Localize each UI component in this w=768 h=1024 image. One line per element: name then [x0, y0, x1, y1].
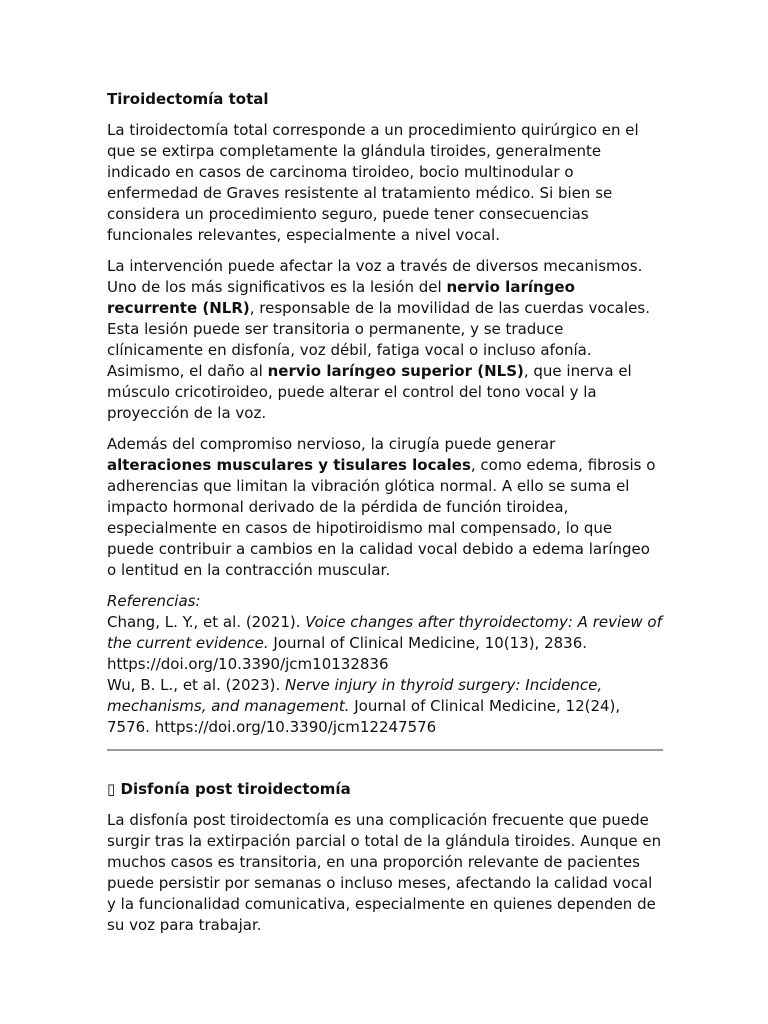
- missing-glyph-icon: ▯: [107, 780, 116, 798]
- reference-item: Chang, L. Y., et al. (2021). Voice changes after thyroidectomy: A review of the current evidence. Journal of Clinical Medicine, 10(13), 2836. https://doi.org/10.3390/jcm10132836: [107, 613, 662, 673]
- reference-item: Wu, B. L., et al. (2023). Nerve injury in thyroid surgery: Incidence, mechanisms, and management. Journal of Clinical Medicine, 12(24), 7576. https://doi.org/10.3390/jcm12247576: [107, 676, 621, 736]
- bold-term: alteraciones musculares y tisulares locales: [107, 456, 471, 474]
- references: [107, 591, 663, 738]
- section-title: ▯ Disfonía post tiroidectomía: [107, 780, 351, 798]
- paragraph: Además del compromiso nervioso, la cirugía puede generar alteraciones musculares y tisulares locales, como edema, fibrosis o adherencias que limitan la vibración glótica normal. A ello se suma el impacto hormonal derivado de la pérdida de función tiroidea, especialmente en casos de hipotiroidismo mal compensado, lo que puede contribuir a cambios en la calidad vocal debido a edema laríngeo o lentitud en la contracción muscular.: [107, 435, 656, 579]
- bold-term: nervio laríngeo recurrente (NLR): [107, 278, 575, 317]
- paragraph: La intervención puede afectar la voz a través de diversos mecanismos. Uno de los más significativos es la lesión del nervio laríngeo recurrente (NLR), responsable de la movilidad de las cuerdas vocales. Esta lesión puede ser transitoria o permanente, y se traduce clínicamente en disfonía, voz débil, fatiga vocal o incluso afonía. Asimismo, el daño al nervio laríngeo superior (NLS), que inerva el músculo cricotiroideo, puede alterar el control del tono vocal y la proyección de la voz.: [107, 257, 650, 422]
- bold-term: nervio laríngeo superior (NLS): [267, 362, 524, 380]
- paragraph: La tiroidectomía total corresponde a un procedimiento quirúrgico en el que se extirpa completamente la glándula tiroides, generalmente indicado en casos de carcinoma tiroideo, bocio multinodular o enfermedad de Graves resistente al tratamiento médico. Si bien se considera un procedimiento seguro, puede tener consecuencias funcionales relevantes, especialmente a nivel vocal.: [107, 121, 639, 244]
- references-label: Referencias:: [107, 592, 201, 610]
- section-title: Tiroidectomía total: [107, 90, 269, 108]
- document-page: [107, 89, 663, 936]
- horizontal-rule: [107, 749, 663, 751]
- paragraph: La disfonía post tiroidectomía es una complicación frecuente que puede surgir tras la extirpación parcial o total de la glándula tiroides. Aunque en muchos casos es transitoria, en una proporción relevante de pacientes puede persistir por semanas o incluso meses, afectando la calidad vocal y la funcionalidad comunicativa, especialmente en quienes dependen de su voz para trabajar.: [107, 811, 662, 934]
